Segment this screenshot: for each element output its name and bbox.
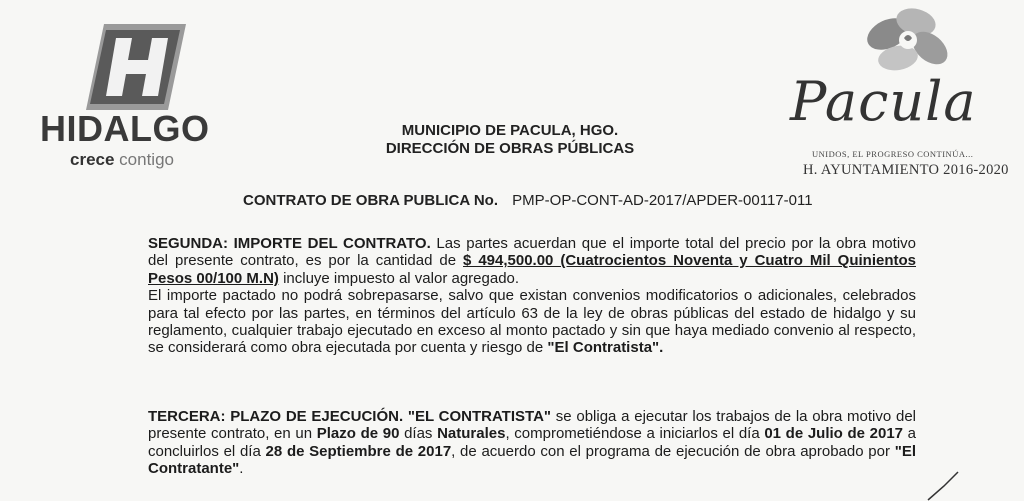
pacula-flower-logo-icon	[858, 4, 958, 74]
contract-number-line	[243, 192, 813, 209]
contract-label: CONTRATO DE OBRA PUBLICA No.	[243, 192, 498, 209]
signature-mark-icon	[924, 470, 964, 501]
hidalgo-tagline: crece contigo	[70, 150, 174, 169]
contract-number: PMP-OP-CONT-AD-2017/APDER-00117-011	[512, 192, 813, 209]
department-title: DIRECCIÓN DE OBRAS PÚBLICAS	[385, 140, 635, 157]
hidalgo-h-logo-icon	[82, 18, 190, 114]
municipality-title: MUNICIPIO DE PACULA, HGO.	[401, 122, 619, 139]
clause-tercera-heading: TERCERA: PLAZO DE EJECUCIÓN.	[148, 408, 404, 425]
start-date: 01 de Julio de 2017	[764, 425, 904, 443]
end-date: 28 de Septiembre de 2017	[265, 442, 452, 460]
ayuntamiento-label: H. AYUNTAMIENTO 2016-2020	[803, 162, 1009, 178]
clause-segunda-heading: SEGUNDA: IMPORTE DEL CONTRATO.	[148, 235, 431, 252]
contract-amount: $ 494,500.00 (Cuatrocientos Noventa y Cuatro Mil Quinientos Pesos 00/100 M.N)	[148, 252, 916, 287]
pacula-motto: UNIDOS, EL PROGRESO CONTINÚA...	[812, 149, 974, 159]
clause-tercera: TERCERA: PLAZO DE EJECUCIÓN. "EL CONTRATISTA" se obliga a ejecutar los trabajos de la obra motivo del presente contrato, en un Plazo de 90 días Naturales, comprometiéndose a iniciarlos el día 01 de Julio de 2017 a concluirlos el día 28 de Septiembre de 2017, de acuerdo con el programa de ejecución de obra aprobado por "El Contratante".	[148, 408, 917, 478]
execution-term: Plazo de 90	[316, 425, 400, 443]
pacula-wordmark: Pacula	[790, 70, 977, 133]
clause-segunda: SEGUNDA: IMPORTE DEL CONTRATO. Las partes acuerdan que el importe total del precio por la obra motivo del presente contrato, es por la cantidad de $ 494,500.00 (Cuatrocientos Noventa y Cuatro Mil Quinientos Pesos 00/100 M.N) incluye impuesto al valor agregado. El importe pactado no podrá sobrepasarse, salvo que existan convenios modificatorios o adicionales, celebrados para tal efecto por las partes, en términos del artículo 63 de la ley de obras públicas del estado de hidalgo y su reglamento, cualquier trabajo ejecutado en exceso al monto pactado y sin que haya mediado convenio al respecto, se considerará como obra ejecutada por cuenta y riesgo de "El Contratista".	[148, 235, 916, 357]
hidalgo-wordmark: HIDALGO	[40, 108, 210, 149]
